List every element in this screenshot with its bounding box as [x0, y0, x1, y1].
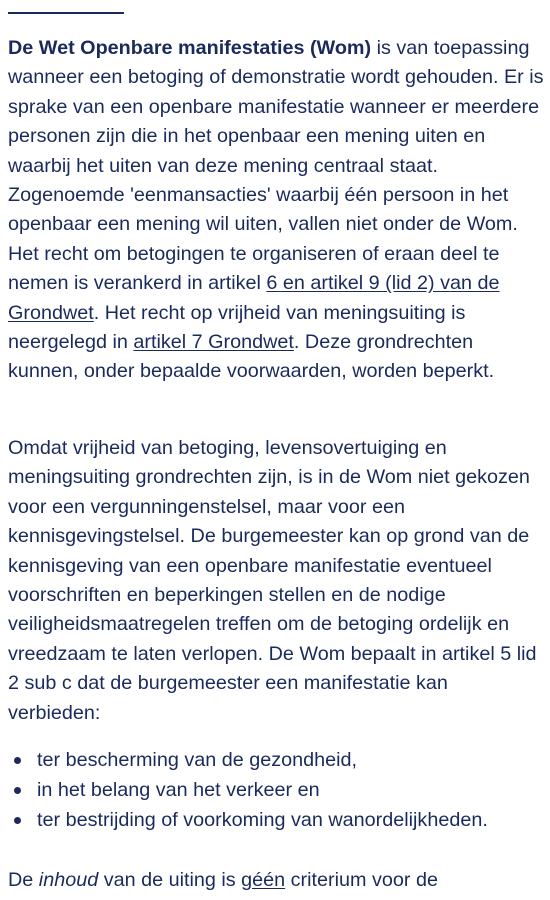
top-divider	[8, 12, 124, 14]
underlined-geen: géén	[241, 869, 286, 891]
bullet-icon	[14, 817, 21, 824]
paragraph-text: van de uiting is	[98, 869, 242, 891]
paragraph-text: criterium voor de	[285, 869, 438, 891]
bullet-icon	[14, 757, 21, 764]
list-item-text: ter bestrijding of voorkoming van wanordelijkheden.	[37, 809, 488, 831]
list-item	[8, 805, 544, 835]
list-item-text: in het belang van het verkeer en	[37, 779, 320, 801]
link-grondwet-artikel-6-9[interactable]: 6 en artikel 9 (lid 2) van de Grondwet	[8, 272, 500, 324]
paragraph-text: . Deze grondrechten kunnen, onder bepaalde voorwaarden, worden beperkt.	[8, 331, 495, 383]
verbod-grounds-list	[8, 745, 544, 835]
list-item	[8, 775, 544, 805]
paragraph-text: is van toepassing wanneer een betoging of demonstratie wordt gehouden. Er is sprake van een openbare manifestatie wanneer er meerdere personen zijn die in het openbaar een mening uiten en waarbij het uiten van deze mening centraal staat. Zogenoemde 'eenmansacties' waarbij één persoon in het openbaar een mening wil uiten, vallen niet onder de Wom. Het recht om betogingen te organiseren of eraan deel te nemen is verankerd in artikel	[8, 37, 544, 295]
emphasis-inhoud: inhoud	[38, 869, 99, 891]
paragraph-text: . Het recht op vrijheid van meningsuiting is neergelegd in	[8, 301, 466, 354]
wom-title: De Wet Openbare manifestaties (Wom)	[8, 37, 372, 59]
bullet-icon	[14, 787, 21, 794]
link-grondwet-artikel-7[interactable]: artikel 7 Grondwet	[133, 331, 294, 354]
list-item	[8, 745, 544, 775]
paragraph-wom-intro	[8, 34, 544, 387]
paragraph-inhoud	[8, 866, 544, 895]
paragraph-text: De	[8, 869, 39, 891]
list-item-text: ter bescherming van de gezondheid,	[37, 749, 358, 771]
paragraph-kennisgeving: Omdat vrijheid van betoging, levensovertuiging en meningsuiting grondrechten zijn, is in de Wom niet gekozen voor een vergunningenstelsel, maar voor een kennisgevingstelsel. De burgemeester kan op grond van de kennisgeving van een openbare manifestatie eventueel voorschriften en beperkingen stellen en de nodige veiligheidsmaatregelen treffen om de betoging ordelijk en vreedzaam te laten verlopen. De Wom bepaalt in artikel 5 lid 2 sub c dat de burgemeester een manifestatie kan verbieden:	[8, 437, 537, 724]
